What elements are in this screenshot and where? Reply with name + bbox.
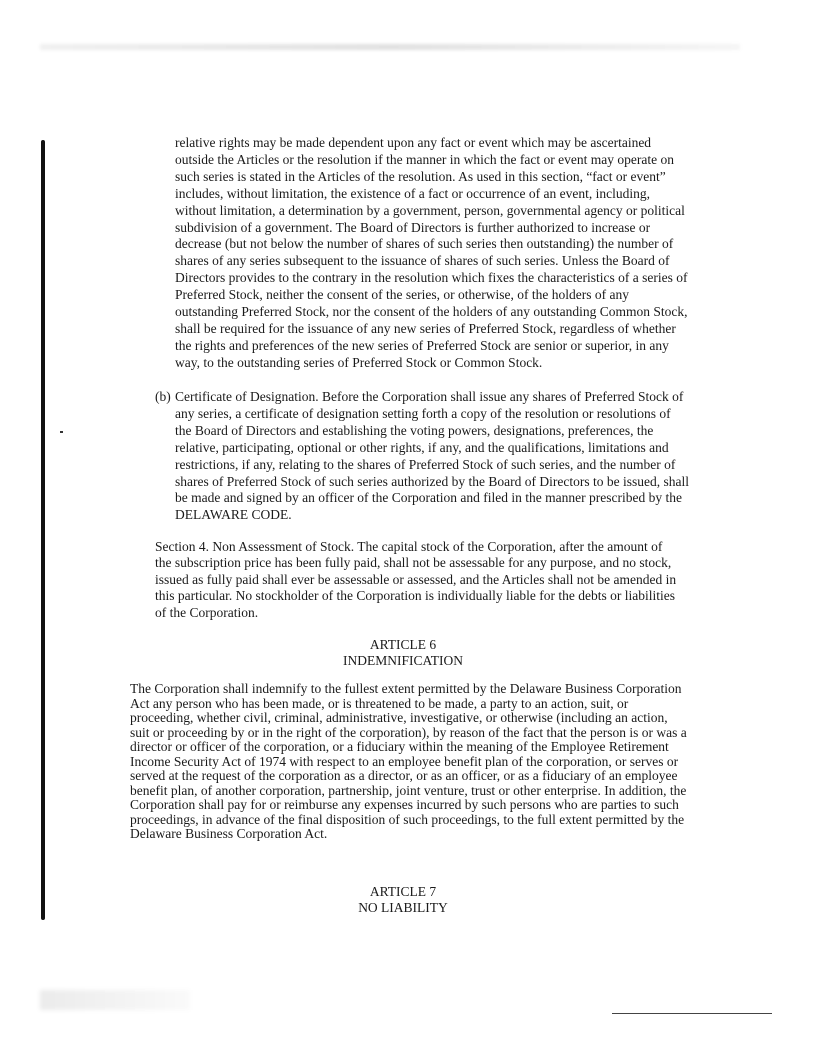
article-6-number: ARTICLE 6 [369, 637, 437, 652]
item-b-text: Certificate of Designation. Before the Corporation shall issue any shares of Preferred Stock of any series, a certificate of designation setting forth a copy of the resolution or resolutions of the Board of Directors and establishing the voting powers, designations, preferences, the relative, participating, optional or other rights, if any, and the qualifications, limitations and restrictions, if any, relating to the shares of Preferred Stock of such series, and the number of shares of Preferred Stock of such series authorized by the Board of Directors to be issued, shall be made and signed by an officer of the Corporation and filed in the manner prescribed by the DELAWARE CODE. [175, 389, 689, 523]
scan-artifact-mark [60, 431, 63, 433]
scan-artifact-line [612, 1013, 772, 1014]
item-b-certificate-of-designation [155, 389, 690, 524]
item-b-marker: (b) [155, 389, 171, 404]
article-6-heading [0, 637, 811, 669]
scan-artifact-bottom [40, 990, 190, 1010]
scan-artifact-top [40, 44, 740, 50]
article-7-title: NO LIABILITY [358, 900, 448, 915]
article-6-body: The Corporation shall indemnify to the fullest extent permitted by the Delaware Business Corporation Act any person who has been made, or is threatened to be made, a party to an action, suit, or proceeding, whether civil, criminal, administrative, investigative, or otherwise (including an action, suit or proceeding by or in the right of the corporation), by reason of the fact that the person is or was a director or officer of the corporation, or a fiduciary within the meaning of the Employee Retirement Income Security Act of 1974 with respect to an employee benefit plan of the corporation, or serves or served at the request of the corporation as a director, or as an officer, or as a fiduciary of an employee benefit plan, of another corporation, partnership, joint venture, trust or other enterprise. In addition, the Corporation shall pay for or reimburse any expenses incurred by such persons who are parties to such proceedings, in advance of the final disposition of such proceedings, to the full extent permitted by the Delaware Business Corporation Act. [130, 681, 687, 841]
article-7-number: ARTICLE 7 [369, 884, 437, 899]
article-6-title: INDEMNIFICATION [343, 653, 463, 668]
article-7-heading [0, 884, 811, 916]
section-4-non-assessment: Section 4. Non Assessment of Stock. The capital stock of the Corporation, after the amount of the subscription price has been fully paid, shall not be assessable for any purpose, and no stock, issued as fully paid shall ever be assessable or assessed, and the Articles shall not be amended in this particular. No stockholder of the Corporation is individually liable for the debts or liabilities of the Corporation. [155, 539, 677, 620]
scan-artifact-left-edge [41, 140, 45, 920]
paragraph-continuation: relative rights may be made dependent upon any fact or event which may be ascertained outside the Articles or the resolution if the manner in which the fact or event may operate on such series is stated in the Articles of the resolution. As used in this section, “fact or event” includes, without limitation, the existence of a fact or occurrence of an event, including, without limitation, a determination by a government, person, governmental agency or political subdivision of a government. The Board of Directors is further authorized to increase or decrease (but not below the number of shares of such series then outstanding) the number of shares of any series subsequent to the issuance of shares of such series. Unless the Board of Directors provides to the contrary in the resolution which fixes the characteristics of a series of Preferred Stock, neither the consent of the series, or otherwise, of the holders of any outstanding Preferred Stock, nor the consent of the holders of any outstanding Common Stock, shall be required for the issuance of any new series of Preferred Stock, regardless of whether the rights and preferences of the new series of Preferred Stock are senior or superior, in any way, to the outstanding series of Preferred Stock or Common Stock. [175, 135, 688, 370]
